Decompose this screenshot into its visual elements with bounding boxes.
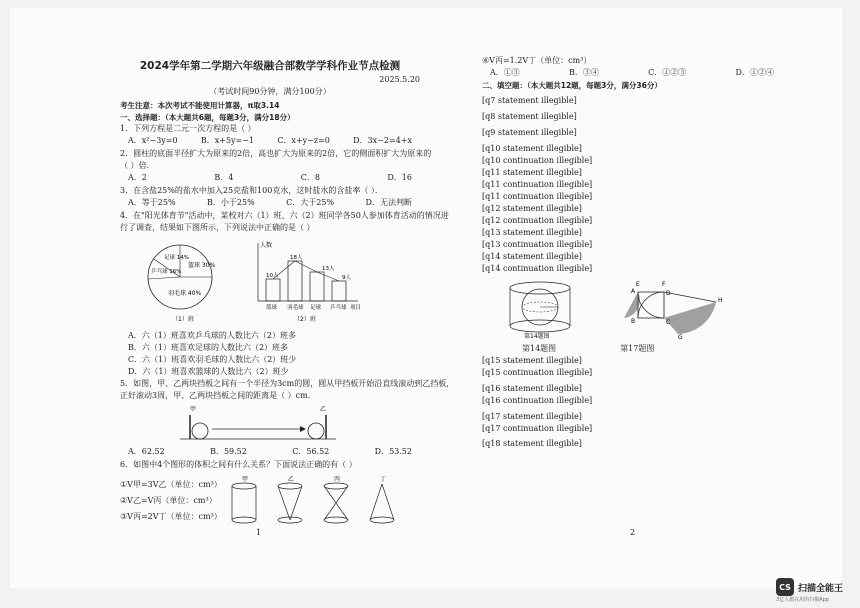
question-5-options xyxy=(128,447,412,457)
option: C．8 xyxy=(300,172,320,182)
question-6-options xyxy=(490,68,774,78)
bar-badminton xyxy=(288,261,302,301)
figure-caption: 第14题图 xyxy=(524,333,550,341)
bar-x-label: 项目 xyxy=(350,304,362,311)
option: A．2 xyxy=(128,172,147,182)
point-label: B xyxy=(631,318,636,326)
question-16: [q16 statement illegible] xyxy=(482,384,582,394)
option: B．小于25% xyxy=(207,197,255,207)
statement: ④V丙=1.2V丁（单位：cm³） xyxy=(482,56,592,65)
bar-caption: （2）班 xyxy=(294,315,316,323)
section-heading-1: 一、选择题：（本大题共6题，每题3分，满分18分） xyxy=(120,112,295,122)
page-2-figures xyxy=(482,278,782,340)
pie-label: 足球 14% xyxy=(164,254,189,261)
question-13-cont: [q13 continuation illegible] xyxy=(482,240,593,250)
question-7: [q7 statement illegible] xyxy=(482,96,577,106)
scanner-tagline: 3亿人都在用的扫描App xyxy=(776,597,829,603)
scanner-logo-icon: CS xyxy=(776,578,794,596)
bar-basketball xyxy=(266,279,280,301)
pie-label: 乒乓球 16% xyxy=(151,268,182,275)
scanner-watermark xyxy=(776,578,843,596)
board-label: 甲 xyxy=(190,405,197,413)
question-2: 2．圆柱的底面半径扩大为原来的2倍，高也扩大为原来的2倍，它的侧面积扩大为原来的 xyxy=(120,148,432,158)
statement: ②V乙=V丙（单位：cm³） xyxy=(120,495,217,505)
question-12-cont: [q12 continuation illegible] xyxy=(482,216,593,226)
statement: ③V丙=2V丁（单位：cm³） xyxy=(120,511,222,521)
question-11-cont-2: [q11 continuation illegible] xyxy=(482,192,593,202)
board-label: 乙 xyxy=(320,405,327,413)
page-number: 2 xyxy=(630,528,636,537)
question-1-options xyxy=(128,136,412,146)
question-12: [q12 statement illegible] xyxy=(482,204,582,214)
option: C．56.52 xyxy=(292,446,330,456)
bar-value: 13人 xyxy=(322,265,335,272)
exam-info: （考试时间90分钟，满分100分） xyxy=(209,87,331,97)
question-10: [q10 statement illegible] xyxy=(482,144,582,154)
question-18: [q18 statement illegible] xyxy=(482,439,582,449)
option: D．53.52 xyxy=(374,446,412,456)
figure-caption: 第17题图 xyxy=(620,344,655,354)
question-4-option-b: B．六（1）班喜欢足球的人数比六（2）班多 xyxy=(128,342,289,352)
question-1: 1．下列方程是二元一次方程的是（ ） xyxy=(120,123,256,133)
point-label: H xyxy=(718,297,723,305)
question-3-options xyxy=(128,198,412,208)
class1-pie-chart xyxy=(120,237,240,327)
option: D．①②④ xyxy=(735,68,774,77)
figure-17 xyxy=(616,278,746,340)
exam-page-2 xyxy=(482,54,782,451)
option: D．无法判断 xyxy=(365,197,412,207)
point-label: F xyxy=(662,281,666,289)
bar-pingpong xyxy=(332,281,346,301)
option: A．①③ xyxy=(490,68,520,77)
option: B．4 xyxy=(214,172,234,182)
option: B．59.52 xyxy=(210,446,247,456)
question-15: [q15 statement illegible] xyxy=(482,356,582,366)
option: C．①②③ xyxy=(648,68,687,77)
question-16-cont: [q16 continuation illegible] xyxy=(482,396,593,406)
question-4-option-c: C．六（1）班喜欢羽毛球的人数比六（2）班少 xyxy=(128,354,297,364)
option: D．3x−2=4+x xyxy=(353,135,412,145)
question-5: 5．如图，甲、乙两块挡板之间有一个半径为3cm的圆，圆从甲挡板开始沿直线滚动到乙挡板， xyxy=(120,378,455,388)
question-4-cont: 行了调查，结果如下图所示，下列说法中正确的是（ ） xyxy=(120,222,315,232)
point-label: D xyxy=(666,290,671,298)
exam-date: 2025.5.20 xyxy=(379,75,420,85)
bar-category: 乒乓球 xyxy=(330,304,347,311)
question-15-cont: [q15 continuation illegible] xyxy=(482,368,593,378)
option: A．62.52 xyxy=(128,446,165,456)
question-4-figures xyxy=(120,237,420,327)
question-3: 3．在含盐25%的盐水中加入25克盐和100克水，这时盐水的含盐率（ ）． xyxy=(120,185,383,195)
question-17-cont: [q17 continuation illegible] xyxy=(482,424,593,434)
bar-category: 篮球 xyxy=(266,304,278,311)
bar-y-label: 人数 xyxy=(260,241,273,249)
bar-value: 10人 xyxy=(266,272,279,279)
figure-captions xyxy=(522,344,782,354)
exam-notice: 考生注意：本次考试不能使用计算器，π取3.14 xyxy=(120,101,280,111)
question-4: 4．在"阳光体育节"活动中，某校对六（1）班、六（2）班同学各50人参加体育活动的情况进 xyxy=(120,210,449,220)
solid-label: 甲 xyxy=(242,475,249,483)
question-17: [q17 statement illegible] xyxy=(482,412,582,422)
question-11-cont: [q11 continuation illegible] xyxy=(482,180,593,190)
solid-label: 丁 xyxy=(380,475,387,483)
option: D．16 xyxy=(387,172,412,182)
question-13: [q13 statement illegible] xyxy=(482,228,582,238)
option: A．等于25% xyxy=(128,197,176,207)
scanner-app-name: 扫描全能王 xyxy=(798,583,844,594)
question-6-content xyxy=(120,474,420,536)
point-label: C xyxy=(666,319,671,327)
question-8: [q8 statement illegible] xyxy=(482,112,577,122)
question-2-cont: （ ）倍． xyxy=(120,160,155,170)
question-6-solids xyxy=(226,474,416,536)
question-14-cont: [q14 continuation illegible] xyxy=(482,264,593,274)
figure-14 xyxy=(482,278,602,340)
option: B．x+5y=−1 xyxy=(200,135,255,145)
exam-title: 2024学年第二学期六年级融合部数学学科作业节点检测 xyxy=(139,60,401,72)
bar-value: 18人 xyxy=(290,254,303,261)
question-5-cont: 正好滚动3周，甲、乙两块挡板之间的距离是（ ）cm． xyxy=(120,390,316,400)
question-9: [q9 statement illegible] xyxy=(482,128,577,138)
bar-category: 足球 xyxy=(310,304,322,311)
option: B．③④ xyxy=(569,68,599,77)
pie-label: 篮球 30% xyxy=(188,261,216,269)
bar-value: 9人 xyxy=(342,274,351,281)
option: A．x²−3y=0 xyxy=(128,135,178,145)
pie-caption: （1）班 xyxy=(172,315,194,323)
solid-label: 丙 xyxy=(334,475,341,483)
question-2-options xyxy=(128,173,412,183)
question-6-statements xyxy=(120,474,220,528)
point-label: E xyxy=(636,281,640,289)
question-4-option-a: A．六（1）班喜欢乒乓球的人数比六（2）班多 xyxy=(128,330,296,340)
exam-page-1 xyxy=(120,48,455,540)
solid-label: 乙 xyxy=(288,475,295,483)
page-number: 1 xyxy=(256,528,262,537)
point-label: G xyxy=(678,334,683,342)
section-heading-2: 二、填空题：（本大题共12题，每题3分，满分36分） xyxy=(482,81,662,90)
question-11: [q11 statement illegible] xyxy=(482,168,582,178)
class2-bar-chart xyxy=(246,237,366,327)
option: C．大于25% xyxy=(286,197,335,207)
bar-category: 羽毛球 xyxy=(287,304,304,311)
question-6: 6．如图中4个图形的体积之间有什么关系？下面说法正确的有（ ） xyxy=(120,459,357,469)
statement: ①V甲=3V乙（单位：cm³） xyxy=(120,479,222,489)
point-label: A xyxy=(631,288,636,296)
question-4-option-d: D．六（1）班喜欢篮球的人数比六（2）班少 xyxy=(128,366,289,376)
question-14: [q14 statement illegible] xyxy=(482,252,582,262)
question-10-cont: [q10 continuation illegible] xyxy=(482,156,593,166)
pie-label: 羽毛球 40% xyxy=(168,289,202,297)
bar-football xyxy=(310,272,324,301)
scanned-sheet xyxy=(10,8,842,588)
figure-caption: 第14题图 xyxy=(522,344,557,354)
question-5-figure xyxy=(120,403,420,443)
option: C．x+y−z=0 xyxy=(277,135,330,145)
